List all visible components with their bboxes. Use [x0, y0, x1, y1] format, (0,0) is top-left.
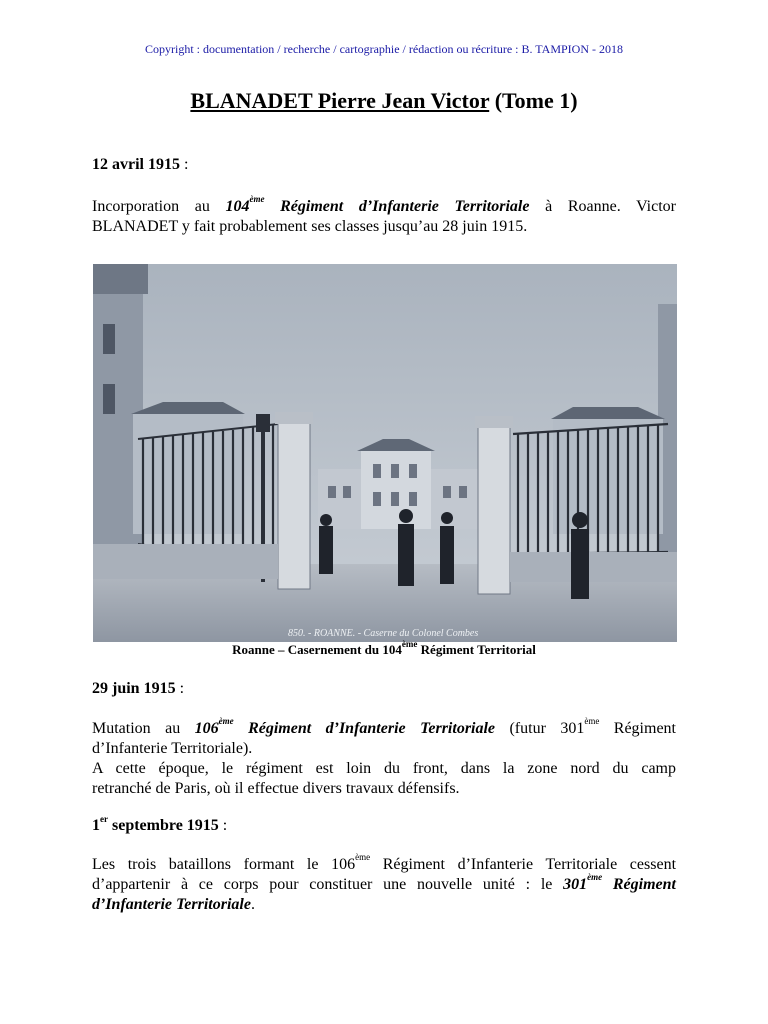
- date-3-sup: er: [100, 814, 108, 824]
- caption-sup: ème: [401, 639, 418, 649]
- p2-text-a: Mutation au: [92, 720, 195, 737]
- p2-text-b: (futur 301: [495, 720, 585, 737]
- p1-sup: ème: [249, 194, 265, 204]
- paragraph-2-line-1: [92, 716, 676, 739]
- p3-l2sup: ème: [587, 872, 603, 882]
- paragraph-3: [92, 852, 677, 915]
- date-2: 29 juin 1915: [92, 680, 176, 697]
- p3-l2a: d’appartenir à ce corps pour constituer une nouvelle unité : le: [92, 876, 564, 893]
- date-3-num: 1: [92, 817, 100, 834]
- date-1-sep: :: [180, 156, 189, 173]
- p1-regiment: Régiment d’Infanterie Territoriale: [264, 198, 530, 215]
- p3-l3b: .: [250, 896, 255, 913]
- date-3: [92, 814, 219, 834]
- p2-num: 106: [194, 720, 219, 737]
- paragraph-3-line-2: [92, 872, 676, 895]
- p3-l1b: Régiment d’Infanterie Territoriale cessent: [370, 856, 677, 873]
- p2-text-c: Régiment: [599, 720, 676, 737]
- title-suffix: (Tome 1): [489, 88, 578, 113]
- date-3-rest: septembre 1915: [108, 817, 219, 834]
- p1-num: 104: [225, 198, 250, 215]
- caption-b: Régiment Territorial: [417, 642, 536, 657]
- paragraph-1-line-2: BLANADET y fait probablement ses classes jusqu’au 28 juin 1915.: [92, 218, 528, 235]
- date-heading-2: [92, 680, 184, 698]
- paragraph-1: [92, 194, 676, 237]
- p2-regiment: Régiment d’Infanterie Territoriale: [233, 720, 496, 737]
- date-heading-3: [92, 814, 228, 835]
- p3-l2b: Régiment: [602, 876, 676, 893]
- paragraph-2-line-3: A cette époque, le régiment est loin du front, dans la zone nord du camp: [92, 760, 676, 777]
- p1-text-b: à Roanne. Victor: [529, 198, 676, 215]
- date-1: 12 avril 1915: [92, 156, 180, 173]
- copyright-notice: Copyright : documentation / recherche / cartographie / rédaction ou récriture : B. TAMPION - 2018: [144, 42, 623, 56]
- paragraph-2-line-2: d’Infanterie Territoriale).: [92, 740, 253, 757]
- postcard-inscription: 850. - ROANNE. - Caserne du Colonel Combes: [288, 628, 479, 639]
- date-2-sep: :: [175, 680, 185, 697]
- p1-text-a: Incorporation au: [92, 198, 226, 215]
- barracks-photo-drawing: [93, 264, 677, 642]
- photo-caption: [0, 639, 768, 658]
- paragraph-2-line-4: retranché de Paris, où il effectue divers travaux défensifs.: [92, 780, 460, 797]
- paragraph-2: [92, 716, 676, 799]
- barracks-photo: [93, 264, 677, 642]
- date-heading-1: [92, 156, 188, 174]
- p3-l1a: Les trois bataillons formant le 106: [92, 856, 356, 873]
- paragraph-3-line-3: [92, 895, 676, 915]
- date-3-sep: :: [218, 817, 228, 834]
- title-name: BLANADET Pierre Jean Victor: [190, 88, 490, 113]
- p2-sup: ème: [218, 716, 234, 726]
- p2-sup2: ème: [584, 716, 600, 726]
- p3-l1sup: ème: [355, 852, 371, 862]
- p3-l2num: 301: [563, 876, 588, 893]
- paragraph-1-line-1: [92, 194, 676, 217]
- page-title: [0, 88, 768, 114]
- caption-a: Roanne – Casernement du 104: [232, 642, 402, 657]
- p3-l3a: d’Infanterie Territoriale: [92, 896, 251, 913]
